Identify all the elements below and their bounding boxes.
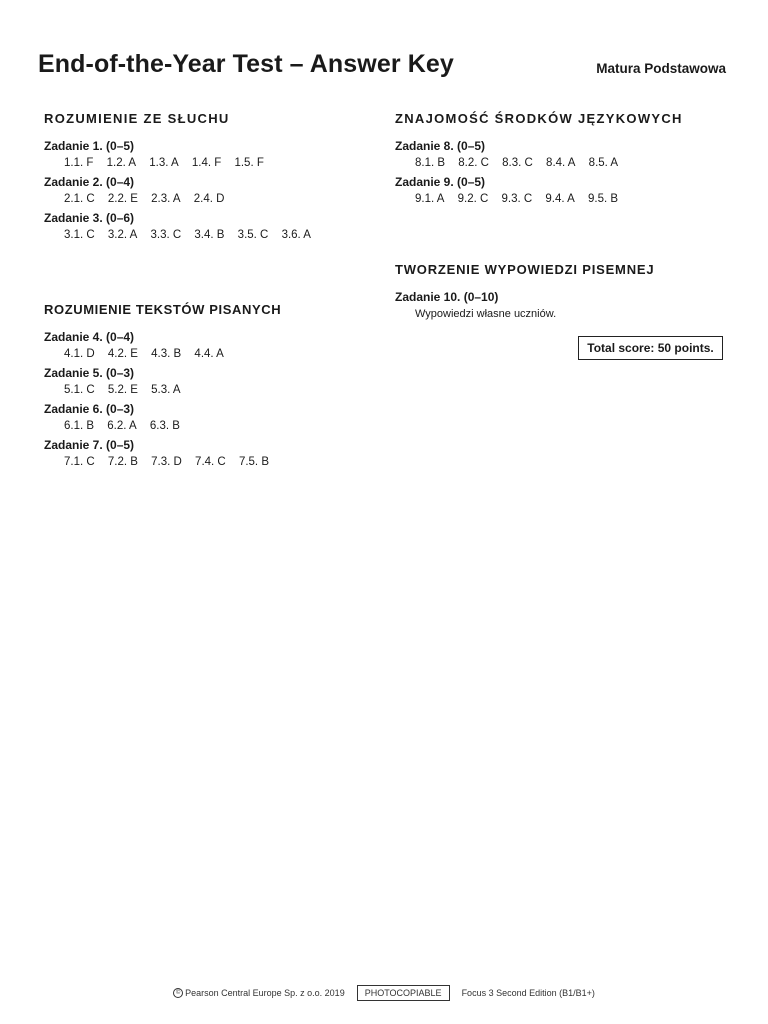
section-heading-reading: ROZUMIENIE TEKSTÓW PISANYCH [44,302,282,317]
answer: 3.6. A [281,229,311,241]
answer: 7.4. C [195,456,226,468]
task-3 [44,211,321,241]
answer: 9.3. C [501,193,533,205]
section-listening [44,111,321,247]
task-name: Zadanie 7. (0–5) [44,438,135,452]
answer: 4.2. E [107,348,138,360]
task-name: Zadanie 4. (0–4) [44,330,135,344]
task-2 [44,175,321,205]
answer: 5.1. C [64,384,95,396]
answer: 1.1. F [64,157,94,169]
total-score-box: Total score: 50 points. [578,336,723,360]
answer: 5.2. E [107,384,138,396]
section-reading [44,302,281,474]
answer: 3.1. C [64,229,95,241]
answer: 1.4. F [191,157,222,169]
section-heading-language: ZNAJOMOŚĆ ŚRODKÓW JĘZYKOWYCH [395,111,683,126]
answer: 8.4. A [546,157,576,169]
task-name: Zadanie 1. (0–5) [44,139,135,153]
section-writing [395,262,654,326]
task-10 [395,290,654,320]
page-footer [0,985,768,1001]
task-name: Zadanie 8. (0–5) [395,139,486,153]
answer: 1.3. A [149,157,179,169]
task-name: Zadanie 3. (0–6) [44,211,135,225]
answer: 1.2. A [106,157,137,169]
answer-list [44,384,281,396]
answer: 9.4. A [545,193,575,205]
answer: 5.3. A [151,384,181,396]
task-1 [44,139,321,169]
edition-text: Focus 3 Second Edition (B1/B1+) [461,988,595,998]
answer: 6.3. B [149,420,180,432]
exam-level-label: Matura Podstawowa [596,61,726,76]
answer-list [44,229,321,241]
answer: 4.3. B [151,348,182,360]
task-6 [44,402,281,432]
task-name: Zadanie 5. (0–3) [44,366,135,380]
answer-list [44,420,281,432]
answer: 2.4. D [193,193,225,205]
answer-list [44,348,281,360]
task-name: Zadanie 2. (0–4) [44,175,135,189]
section-language [395,111,683,211]
answer: 4.1. D [64,348,95,360]
photocopiable-badge: PHOTOCOPIABLE [357,985,450,1001]
task-9 [395,175,683,205]
task-5 [44,366,281,396]
copyright [173,988,345,999]
answer: 9.5. B [588,193,619,205]
task-4 [44,330,281,360]
answer-list [44,456,281,468]
answer: 7.3. D [151,456,182,468]
answer: 6.2. A [107,420,137,432]
answer: 3.5. C [237,229,269,241]
answer: 8.2. C [458,157,489,169]
answer: 3.3. C [150,229,182,241]
answer-list [395,193,683,205]
section-heading-listening: ROZUMIENIE ZE SŁUCHU [44,111,230,126]
answer: 2.2. E [107,193,138,205]
answer: 6.1. B [64,420,95,432]
answer: 3.4. B [194,229,225,241]
answer: 2.1. C [64,193,95,205]
task-note: Wypowiedzi własne uczniów. [415,308,557,320]
answer-list [395,157,683,169]
task-name: Zadanie 9. (0–5) [395,175,486,189]
answer: 8.1. B [415,157,446,169]
task-name: Zadanie 10. (0–10) [395,290,499,304]
answer: 2.3. A [151,193,181,205]
answer-list [44,193,321,205]
answer: 9.1. A [415,193,445,205]
answer: 8.3. C [502,157,533,169]
section-heading-writing: TWORZENIE WYPOWIEDZI PISEMNEJ [395,262,655,277]
answer-list [44,157,321,169]
answer: 7.2. B [107,456,138,468]
answer: 7.5. B [238,456,269,468]
answer: 9.2. C [457,193,489,205]
answer: 1.5. F [234,157,264,169]
copyright-icon: © [173,988,183,998]
copyright-text: Pearson Central Europe Sp. z o.o. 2019 [185,987,345,998]
task-7 [44,438,281,468]
page-title: End-of-the-Year Test – Answer Key [38,50,454,78]
answer: 8.5. A [588,157,619,169]
task-name: Zadanie 6. (0–3) [44,402,135,416]
answer: 7.1. C [64,456,95,468]
answer: 3.2. A [107,229,138,241]
task-8 [395,139,683,169]
answer: 4.4. A [194,348,224,360]
